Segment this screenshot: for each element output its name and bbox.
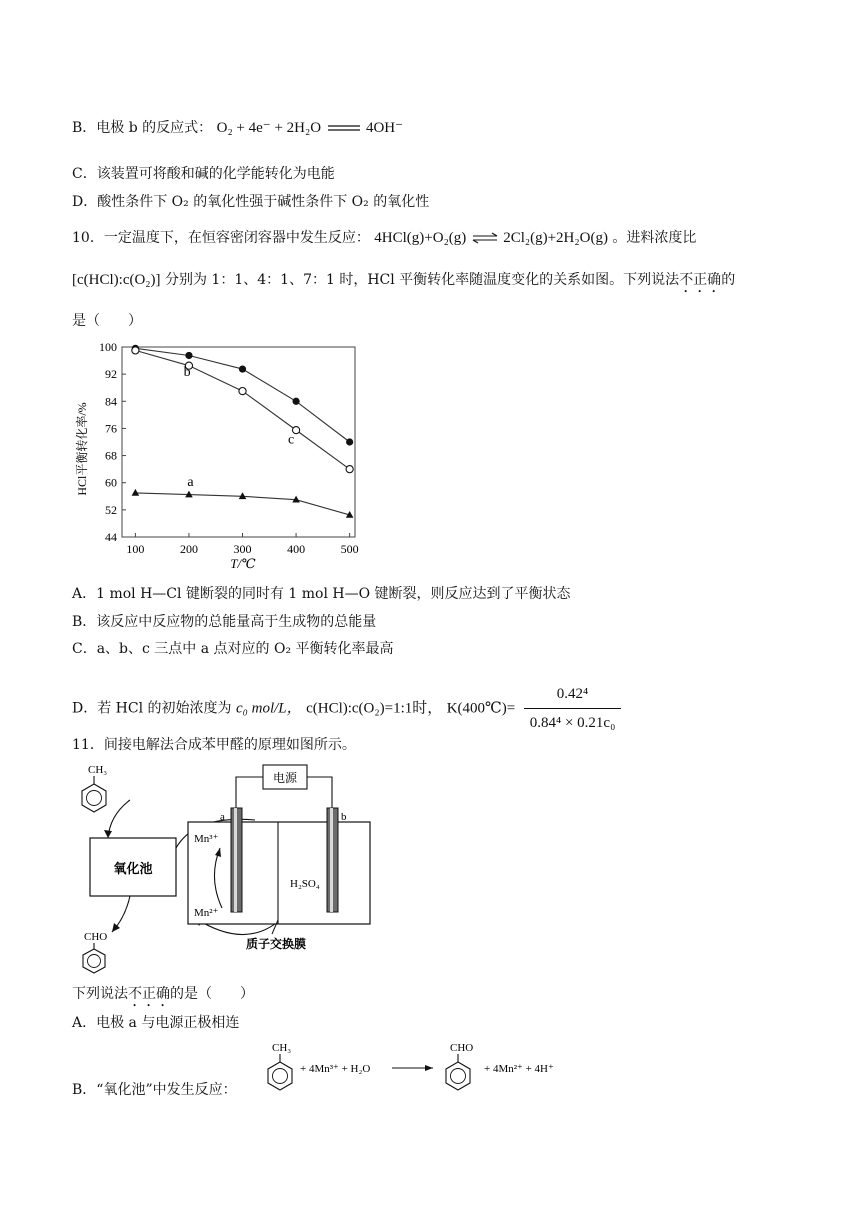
q10-stem-line1 bbox=[72, 228, 696, 248]
reaction-mid-text: + 4Mn³⁺ + H₂O bbox=[300, 1063, 371, 1075]
q10-option-d bbox=[72, 680, 621, 737]
q11-question-a: 下列说法 bbox=[72, 986, 128, 1002]
hcl-conversion-chart bbox=[72, 340, 362, 570]
q10-option-d-fraction bbox=[524, 680, 622, 737]
y-tick-label: 60 bbox=[105, 475, 117, 490]
x-axis-label: T/℃ bbox=[230, 556, 256, 570]
h2so4-label: H₂SO₄ bbox=[290, 878, 320, 890]
q11-question-b: 的是（ ） bbox=[170, 986, 254, 1002]
reaction-right-text: + 4Mn²⁺ + 4H⁺ bbox=[484, 1063, 554, 1075]
y-tick-label: 68 bbox=[105, 448, 117, 463]
electrode-a-label: a bbox=[220, 811, 225, 823]
mn2-label: Mn²⁺ bbox=[194, 907, 219, 919]
toluene-ring-icon bbox=[268, 1062, 292, 1090]
equilibrium-arrow-icon bbox=[471, 232, 499, 244]
data-point bbox=[346, 466, 353, 473]
point-annotation-label: a bbox=[187, 475, 194, 491]
equal-sign-icon bbox=[326, 123, 362, 133]
membrane-label: 质子交换膜 bbox=[245, 937, 307, 951]
fraction-numerator: 0.42⁴ bbox=[524, 680, 622, 709]
data-point bbox=[132, 347, 139, 354]
x-tick-label: 500 bbox=[340, 542, 359, 556]
reactant-ch3-label: CH₃ bbox=[272, 1042, 292, 1054]
q10-stem-line2 bbox=[72, 270, 735, 296]
x-tick-label: 100 bbox=[126, 542, 145, 556]
q10-option-b: B．该反应中反应物的总能量高于生成物的总能量 bbox=[72, 614, 377, 630]
q11-option-b-prefix: B．“氧化池”中发生反应： bbox=[72, 1082, 237, 1098]
q11-option-a: A．电极 a 与电源正极相连 bbox=[72, 1015, 240, 1031]
q10-option-d-prefix: D．若 HCl 的初始浓度为 bbox=[72, 700, 232, 717]
q9-option-d: D．酸性条件下 O₂ 的氧化性强于碱性条件下 O₂ 的氧化性 bbox=[72, 194, 430, 210]
q10-option-c: C．a、b、c 三点中 a 点对应的 O₂ 平衡转化率最高 bbox=[72, 641, 394, 657]
benzaldehyde-ring-icon bbox=[446, 1062, 470, 1090]
data-point bbox=[292, 398, 299, 405]
x-tick-label: 400 bbox=[287, 542, 306, 556]
benzaldehyde-ring-icon bbox=[83, 949, 105, 973]
electrode-b-label: b bbox=[341, 811, 347, 823]
q10-option-d-k: K(400℃)= bbox=[446, 700, 516, 717]
q9-option-c: C．该装置可将酸和碱的化学能转化为电能 bbox=[72, 166, 335, 182]
point-annotation-label: c bbox=[288, 432, 295, 448]
q9-option-b-eq-left: O₂ + 4e⁻ + 2H₂O bbox=[216, 120, 322, 136]
y-axis-label: HCl平衡转化率/% bbox=[75, 402, 89, 496]
q10-option-d-ratio: c(HCl):c(O₂)=1:1时， bbox=[306, 700, 443, 717]
x-tick-label: 200 bbox=[179, 542, 198, 556]
q10-ratio: [c(HCl):c(O₂)] bbox=[72, 272, 161, 288]
q10-stem-line3: 是（ ） bbox=[72, 313, 142, 329]
q11-question bbox=[72, 984, 254, 1010]
power-source-label: 电源 bbox=[272, 771, 298, 785]
data-point bbox=[346, 438, 353, 445]
y-tick-label: 52 bbox=[105, 502, 117, 517]
ch3-label: CH₃ bbox=[88, 764, 108, 776]
q11-stem: 11．间接电解法合成苯甲醛的原理如图所示。 bbox=[72, 737, 356, 753]
q9-option-b-prefix: B．电极 b 的反应式： bbox=[72, 120, 213, 136]
point-annotation-label: b bbox=[183, 364, 191, 380]
oxidation-pool-label: 氧化池 bbox=[113, 861, 153, 876]
q10-stem-text-b: 的 bbox=[721, 272, 736, 288]
q9-option-b bbox=[72, 118, 403, 138]
product-cho-label: CHO bbox=[450, 1042, 474, 1054]
q10-emph-text: 不正确 bbox=[679, 272, 722, 288]
electrolysis-diagram bbox=[70, 760, 400, 975]
cho-label: CHO bbox=[84, 931, 108, 943]
data-point bbox=[185, 352, 192, 359]
y-tick-label: 100 bbox=[99, 340, 117, 354]
y-tick-label: 84 bbox=[105, 394, 117, 409]
q10-stem-prefix: 10．一定温度下，在恒容密闭容器中发生反应： bbox=[72, 230, 370, 246]
y-tick-label: 44 bbox=[105, 530, 117, 544]
q10-eq-right: 2Cl₂(g)+2H₂O(g) bbox=[503, 230, 608, 246]
data-point bbox=[239, 365, 246, 372]
q11-emph-text: 不正确 bbox=[128, 986, 170, 1002]
y-tick-label: 76 bbox=[105, 421, 117, 436]
mn3-label: Mn³⁺ bbox=[194, 833, 219, 845]
plot-frame bbox=[122, 347, 355, 537]
q10-stem-text-a: 分别为 1：1、4：1、7：1 时，HCl 平衡转化率随温度变化的关系如图。下列说法 bbox=[164, 272, 680, 288]
y-tick-label: 92 bbox=[105, 367, 117, 382]
q10-option-d-c0: c₀ mol/L， bbox=[235, 700, 302, 717]
x-tick-label: 300 bbox=[233, 542, 252, 556]
data-point bbox=[239, 388, 246, 395]
toluene-ring-icon bbox=[82, 784, 106, 812]
q10-option-a: A．1 mol H—Cl 键断裂的同时有 1 mol H—O 键断裂，则反应达到了平衡状态 bbox=[72, 586, 571, 602]
q11-option-b-reaction bbox=[258, 1038, 598, 1098]
q10-stem-suffix: 。进料浓度比 bbox=[612, 230, 697, 246]
fraction-denominator: 0.84⁴ × 0.21c₀ bbox=[529, 715, 616, 731]
q10-eq-left: 4HCl(g)+O₂(g) bbox=[374, 230, 467, 246]
q9-option-b-eq-right: 4OH⁻ bbox=[365, 120, 404, 136]
